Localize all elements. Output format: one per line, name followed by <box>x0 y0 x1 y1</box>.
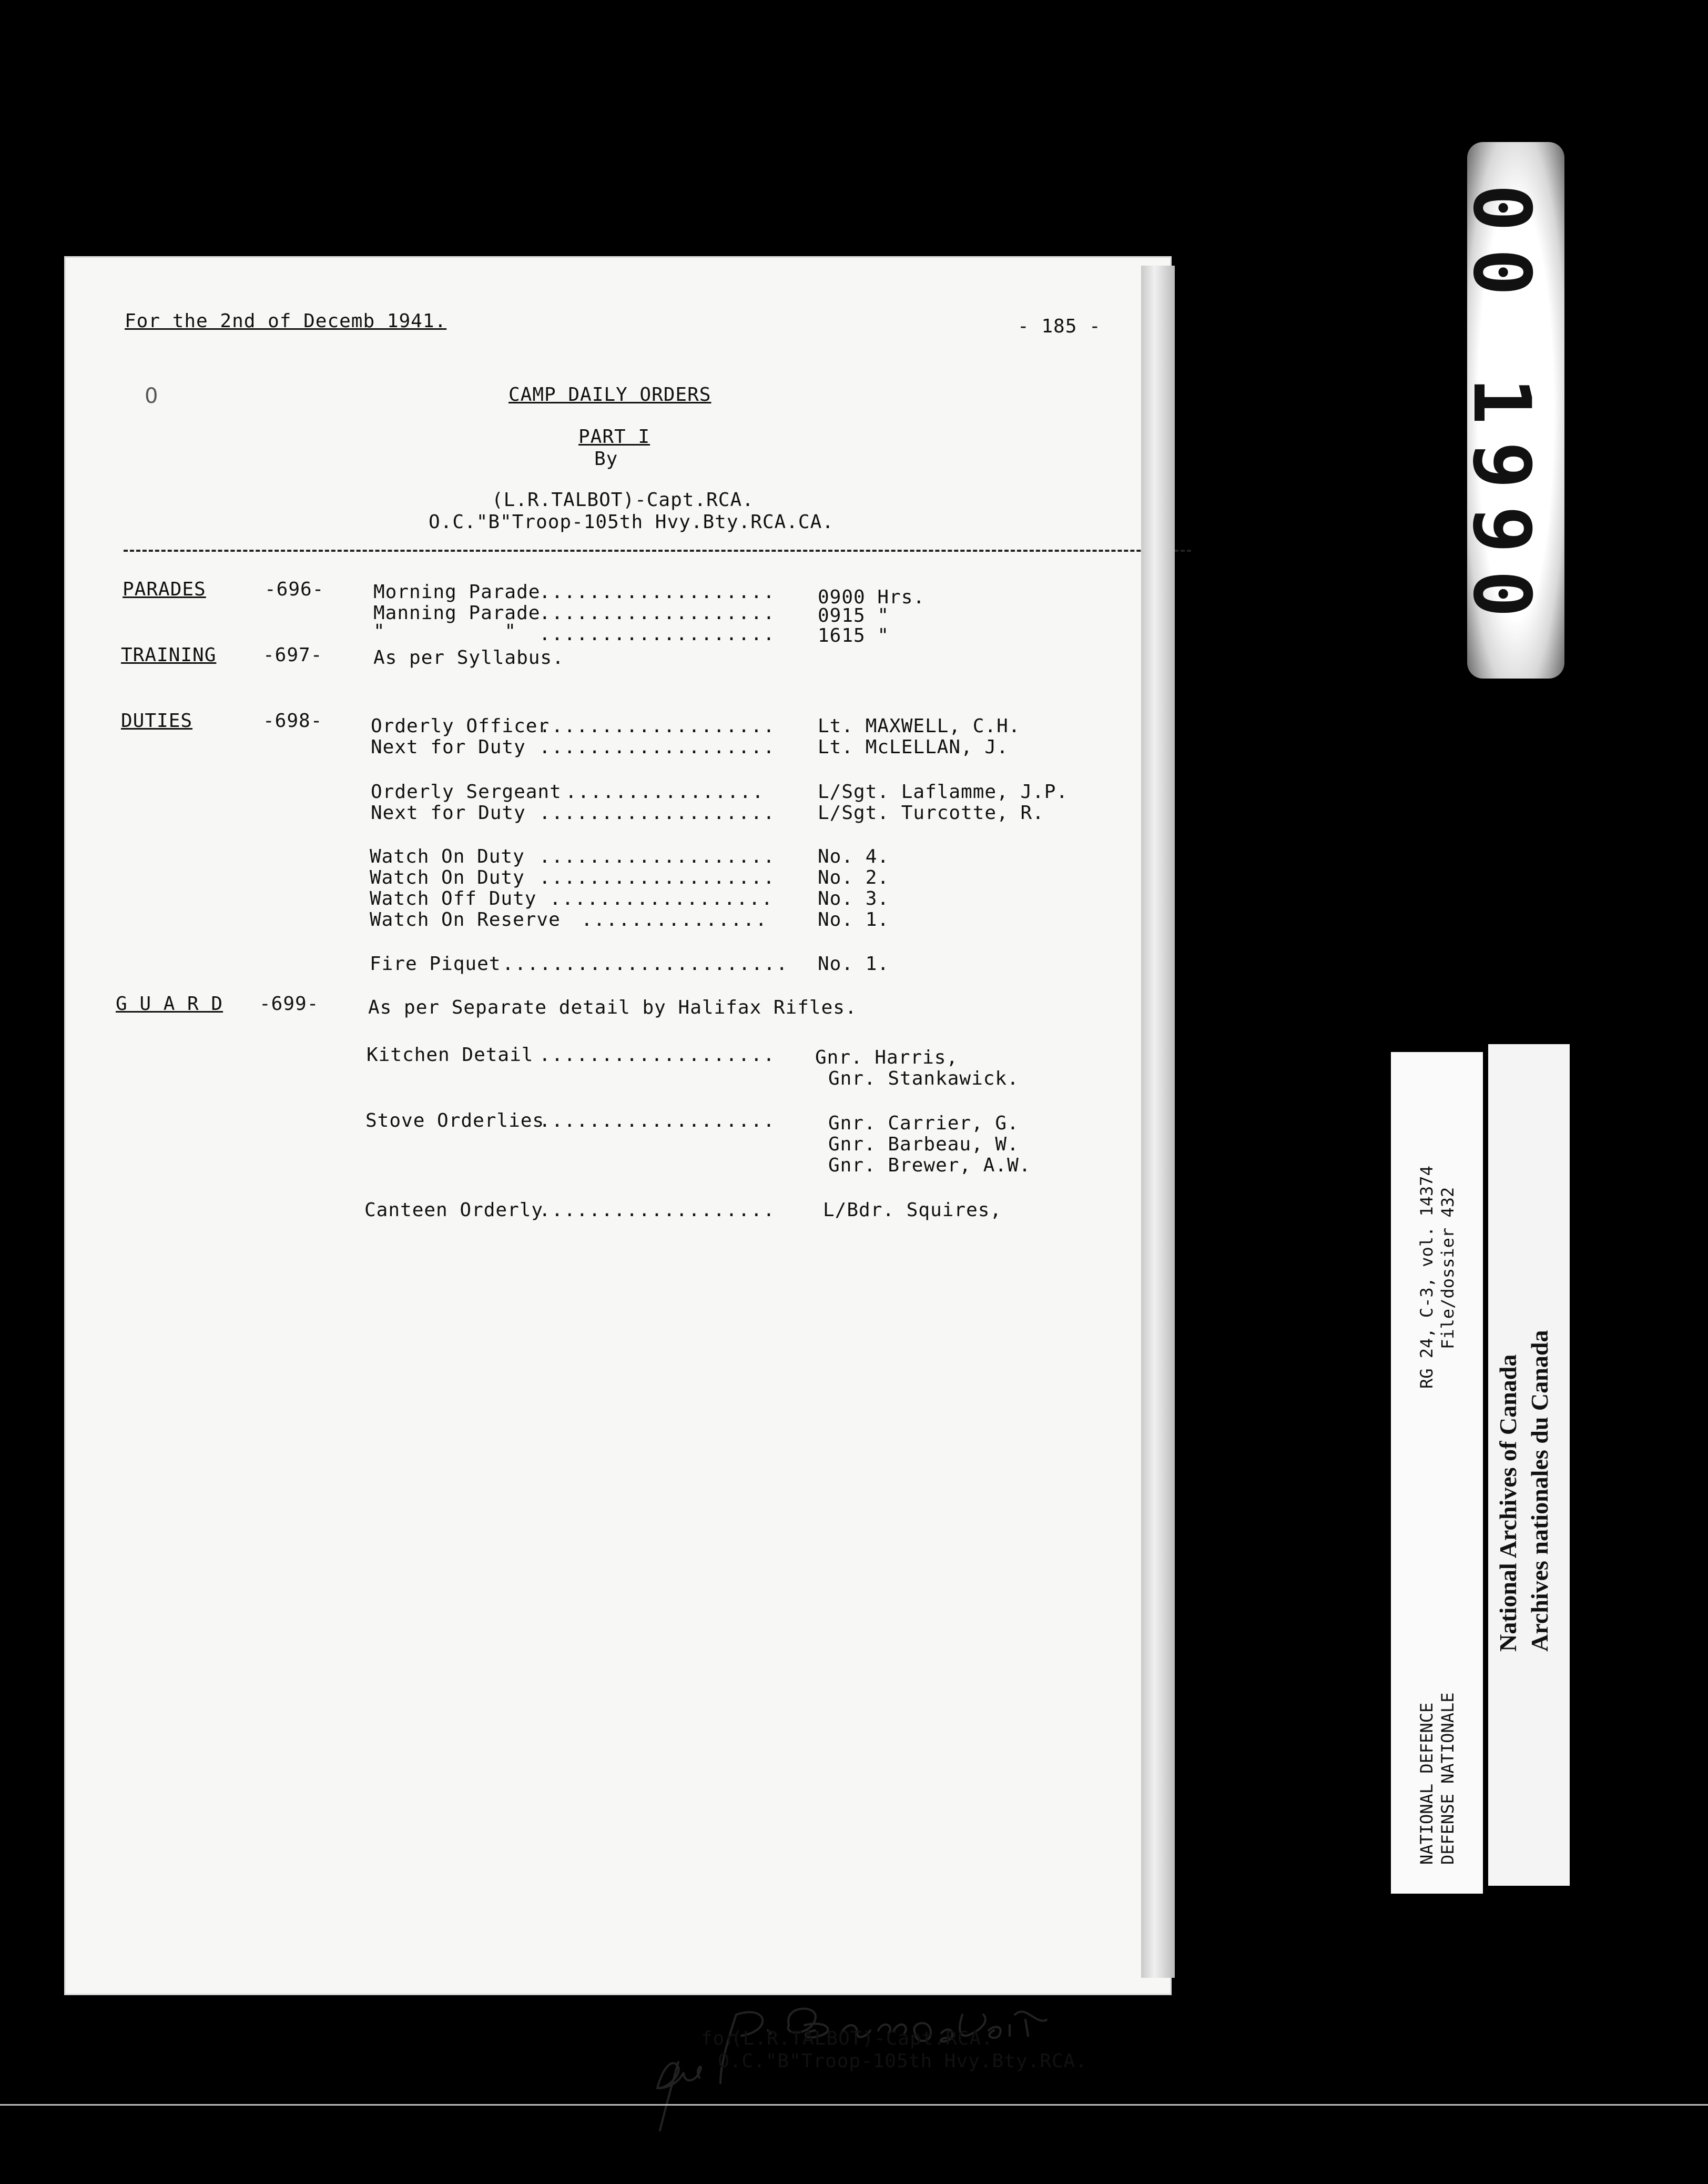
order-item: Next for Duty <box>371 736 526 758</box>
dot-leader: ................... <box>539 581 776 603</box>
order-value: No. 1. <box>818 909 890 931</box>
stamp-number: 00 1990 <box>1456 184 1547 635</box>
punch-hole-mark: 0 <box>145 384 158 408</box>
dot-leader: ................... <box>539 802 776 824</box>
order-item: Watch On Reserve <box>370 909 561 931</box>
reference-line-2: File/dossier 432 <box>1438 1187 1458 1349</box>
dot-leader: ....................... <box>502 953 789 975</box>
order-item: Next for Duty <box>371 802 526 824</box>
issuer-unit: O.C."B"Troop-105th Hvy.Bty.RCA.CA. <box>429 511 834 533</box>
department-line-2: DEFENSE NATIONALE <box>1438 1692 1458 1865</box>
archive-name-en: National Archives of Canada <box>1494 1354 1521 1652</box>
archive-name-fr: Archives nationales du Canada <box>1526 1330 1553 1652</box>
reference-label <box>1391 1052 1483 1894</box>
scan-border-line <box>0 2104 1708 2106</box>
order-item: Fire Piquet <box>370 953 501 975</box>
section-label-duties: DUTIES <box>121 710 193 732</box>
order-value: No. 4. <box>818 846 890 867</box>
dot-leader: ................... <box>539 1110 776 1131</box>
dot-leader: ............... <box>581 909 768 931</box>
order-value: No. 2. <box>818 867 890 888</box>
section-label-guard: G U A R D <box>116 993 223 1015</box>
part-heading: PART I <box>578 426 650 448</box>
page-title: CAMP DAILY ORDERS <box>509 384 711 406</box>
paper-edge <box>1141 266 1175 1978</box>
order-value: Lt. McLELLAN, J. <box>818 736 1009 758</box>
order-number-guard: -699- <box>259 993 319 1015</box>
by-line: By <box>594 448 618 470</box>
order-value: 0915 " <box>818 605 890 626</box>
date-line: For the 2nd of Decemb 1941. <box>125 310 447 332</box>
order-item: Orderly Officer <box>371 715 550 737</box>
order-item: Watch On Duty <box>370 846 525 867</box>
dot-leader: ................... <box>539 623 776 645</box>
order-value: Gnr. Harris, <box>815 1047 959 1068</box>
order-value: Gnr. Barbeau, W. <box>828 1134 1019 1155</box>
order-value: L/Sgt. Laflamme, J.P. <box>818 781 1069 803</box>
order-value: No. 3. <box>818 888 890 909</box>
order-value: Lt. MAXWELL, C.H. <box>818 715 1021 737</box>
order-item: Canteen Orderly <box>364 1199 544 1221</box>
header-divider <box>124 550 1191 552</box>
issuer-officer: (L.R.TALBOT)-Capt.RCA. <box>492 489 754 511</box>
dot-leader: ................... <box>539 1044 776 1066</box>
section-label-training: TRAINING <box>121 644 217 666</box>
order-value: 0900 Hrs. <box>818 587 926 608</box>
order-value: 1615 " <box>818 625 890 646</box>
order-number-training: -697- <box>263 644 323 666</box>
dot-leader: ................... <box>539 867 776 888</box>
order-value: L/Bdr. Squires, <box>823 1199 1002 1221</box>
dot-leader: ................... <box>539 602 776 624</box>
order-number-duties: -698- <box>263 710 323 732</box>
order-text: As per Syllabus. <box>373 647 564 669</box>
order-item: Kitchen Detail <box>367 1044 534 1066</box>
dot-leader: ................... <box>539 736 776 758</box>
order-item: Watch On Duty <box>370 867 525 888</box>
document-page <box>66 258 1170 1994</box>
order-value: Gnr. Brewer, A.W. <box>828 1155 1031 1176</box>
section-label-parades: PARADES <box>123 579 206 600</box>
order-item: Watch Off Duty <box>370 888 537 909</box>
order-value: L/Sgt. Turcotte, R. <box>818 802 1044 824</box>
signature-prefix: for <box>701 2028 737 2049</box>
order-value: Gnr. Stankawick. <box>828 1068 1019 1089</box>
order-number-parades: -696- <box>265 579 324 600</box>
order-item: Stove Orderlies <box>365 1110 545 1131</box>
order-item: Morning Parade <box>373 581 541 603</box>
page-number: - 185 - <box>1018 316 1101 337</box>
order-value: No. 1. <box>818 953 890 975</box>
order-item: Manning Parade <box>373 602 541 624</box>
dot-leader: ................... <box>539 715 776 737</box>
signature-unit: O.C."B"Troop-105th Hvy.Bty.RCA. <box>718 2050 1087 2072</box>
order-value: Gnr. Carrier, G. <box>828 1113 1019 1134</box>
reference-line-1: RG 24, C-3, vol. 14374 <box>1417 1166 1437 1389</box>
dot-leader: ................... <box>539 1199 776 1221</box>
dot-leader: .................. <box>550 888 774 909</box>
order-text: As per Separate detail by Halifax Rifles. <box>368 997 857 1018</box>
department-line-1: NATIONAL DEFENCE <box>1417 1702 1437 1865</box>
dot-leader: ................... <box>539 846 776 867</box>
order-item: " " <box>373 621 517 642</box>
order-item: Orderly Sergeant <box>371 781 562 803</box>
signature-officer: (L.R.TALBOT)-Capt.RCA. <box>731 2028 993 2049</box>
dot-leader: ................ <box>565 781 765 803</box>
